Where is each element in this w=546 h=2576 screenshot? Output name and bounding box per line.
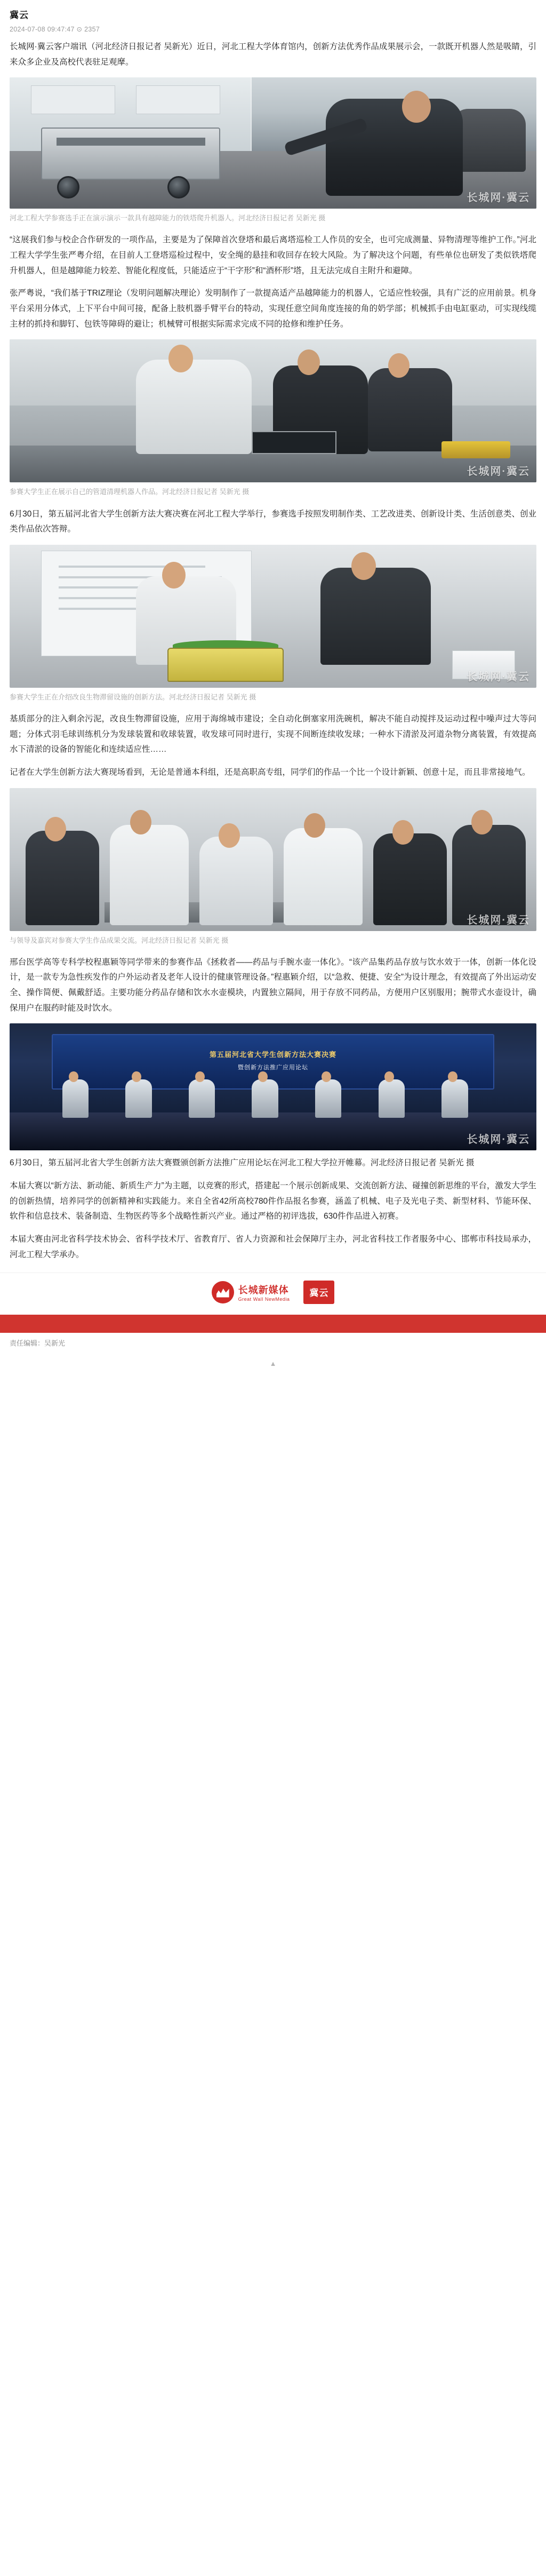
article-body [0,39,546,1263]
paragraph-6: 记者在大学生创新方法大赛现场看到，无论是普通本科组，还是高职高专组，同学们的作品一个比一个设计新颖、创意十足，而且非常接地气。 [10,768,531,777]
photo-person [62,1079,89,1117]
photo-poster [136,85,220,114]
photo-person [189,1079,215,1117]
photo-head [132,1071,141,1082]
stage-screen-title: 第五届河北省大学生创新方法大赛决赛 [209,1050,336,1059]
figure-caption: 参赛大学生正在展示自己的管道清理机器人作品。河北经济日报记者 吴新光 摄 [10,488,250,496]
jiyun-logo: 冀云 [303,1281,334,1304]
watermark: 长城网·冀云 [467,914,530,926]
photo-person [110,825,189,925]
watermark: 长城网·冀云 [467,1134,530,1146]
photo-head [392,820,414,845]
photo-robot-wheel [167,176,190,198]
photo-head [195,1071,205,1082]
photo-head [322,1071,331,1082]
watermark: 长城网·冀云 [467,466,530,478]
photo-head [388,353,410,378]
paragraph-9: 本届大赛以“新方法、新动能、新质生产力”为主题，以竞赛的形式，搭建起一个展示创新成果、交流创新方法、碰撞创新思维的平台，激发大学生的创新热情，培养同学的创新精神和实践能力。来自全省42所高校780件作品报名参赛，涵盖了机械、电子及光电子类、新型材料、节能环保、软件和信息技术、装备制造、生物医药等多个战略性新兴产业。通过严格的初评选拔，630件作品进入初赛。 [10,1181,536,1221]
photo-head [471,810,493,834]
photo-robot-wheel [57,176,79,198]
photo-person [284,828,363,925]
photo-student-b [320,568,431,665]
photo-visitor [368,368,452,451]
paragraph-3: 张严粤说，“我们基于TRIZ理论（发明问题解决理论）发明制作了一款提高适产品越障能力的机器人，它适应性较强，具有广泛的应用前景。机身平台采用分体式，上下平台中间可接，配备上肢机器手臂平台的特动，实现任意空间角度连接的角的奶学部；机械抓手由电缸驱动，可实现线缆主材的抓持和脚钉、包铁等障碍的避让；机械臂可根据实际需求完成不同的抢修和维护任务。 [10,289,536,329]
paragraph-7: 邢台医学高等专科学校程惠颖等同学带来的参赛作品《拯救者——药品与手腕水壶一体化》。“该产品集药品存放与饮水效于一体，创新一体化设计，是一款专为急性疾发作的户外运动者及老年人设计的健康管理设备。”程惠颖介绍，以“急救、便捷、安全”为设计理念，有效提高了外出运动安全、操作简便、佩戴舒适。主要功能分药品存储和饮水水壶模块，内置独立隔间，用于存放不同药品，方便用户区别服用；腕带式水壶设计，确保用户在服药时能及时饮水。 [10,957,536,1013]
article-header [0,0,546,39]
photo-person [26,831,99,925]
photo-head [130,810,151,834]
red-divider-bar [0,1315,546,1333]
site-brand: 冀云 [10,10,29,20]
photo-student-a [136,360,252,454]
logo-label-cn: 长城新媒体 [238,1284,289,1295]
figure-dish-robot [10,339,536,498]
watermark: 长城网·冀云 [467,192,530,204]
photo-person [379,1079,405,1117]
photo-person [252,1079,278,1117]
paragraph-5: 基质部分的注入剩余污泥，改良生物滞留设施，应用于海绵城市建设；全自动化倒塞家用洗碗机，解决不能自动搅拌及运动过程中噪声过大等问题；分体式羽毛球训练机分为发球装置和收球装置，收发球可同时进行，实现不间断连续收发球；一种水下清淤及河道杂物分离装置，有效提高水下清淤的设备的智能化和连续适应性…… [10,714,536,754]
figure-stage-final [10,1023,536,1150]
photo-head [219,823,240,848]
publish-meta: 2024-07-08 09:47:47 ⊙ 2357 [10,26,100,33]
photo-person [199,837,273,925]
photo-head [351,552,376,580]
photo-person [452,825,526,925]
photo-leaders-visit [10,788,536,931]
changcheng-logo [212,1281,290,1303]
editor-credit: 责任编辑：吴新光 [10,1339,66,1347]
figure-caption: 参赛大学生正在介绍改良生物滞留设施的创新方法。河北经济日报记者 吴新光 摄 [10,693,256,701]
photo-person [441,1079,468,1117]
photo-head [162,562,186,589]
photo-head [168,345,193,372]
photo-head [69,1071,78,1082]
photo-person [315,1079,341,1117]
photo-person [125,1079,151,1117]
paragraph-8: 6月30日，第五届河北省大学生创新方法大赛暨颁创新方法推广应用论坛在河北工程大学拉开帷幕。河北经济日报记者 吴新光 摄 [10,1158,475,1168]
paragraph-10: 本届大赛由河北省科学技术协会、省科学技术厅、省教育厅、省人力资源和社会保障厅主办，河北省科技工作者服务中心、邯郸市科技局承办，河北工程大学承办。 [10,1235,536,1259]
photo-operator [326,99,463,196]
photo-head [298,349,320,375]
photo-robot [41,128,220,180]
photo-exhibit-model [167,648,283,682]
photo-head [448,1071,457,1082]
watermark: 长城网·冀云 [467,671,530,683]
figure-leaders-visit [10,788,536,947]
lead-paragraph: 长城网·冀云客户端讯（河北经济日报记者 吴新光）近日，河北工程大学体育馆内，创新方法优秀作品成果展示会，一款既开机器人然是吸睛，引来众多企业及高校代表驻足观摩。 [10,42,536,67]
photo-test-tubes [452,650,516,679]
figure-caption: 与领导及嘉宾对参赛大学生作品成果交流。河北经济日报记者 吴新光 摄 [10,936,229,944]
photo-sludge-poster [10,545,536,688]
photo-person [373,833,447,925]
photo-robot-tower [10,77,536,209]
scroll-indicator-icon[interactable]: ▲ [269,1359,277,1367]
logo-label-en: Great Wall NewMedia [238,1296,290,1302]
figure-caption: 河北工程大学参赛选手正在演示演示一款具有越障能力的铁塔爬升机器人。河北经济日报记者 吴新光 摄 [10,214,326,222]
photo-stage-final [10,1023,536,1150]
figure-sludge-poster [10,545,536,703]
stage-screen-subtitle: 暨创新方法推广应用论坛 [237,1064,308,1071]
photo-bystander [452,109,526,172]
photo-robot-car [441,441,510,458]
great-wall-icon [212,1281,234,1303]
photo-laptop [252,431,336,454]
photo-head [384,1071,394,1082]
paragraph-4: 6月30日，第五届河北省大学生创新方法大赛决赛在河北工程大学举行，参赛选手按照发明制作类、工艺改进类、创新设计类、生活创意类、创业类作品依次答辩。 [10,509,536,534]
photo-head [258,1071,268,1082]
photo-dish-robot [10,339,536,482]
figure-robot-tower [10,77,536,224]
photo-head [304,813,325,838]
photo-poster [31,85,115,114]
photo-operator-head [402,91,431,123]
paragraph-2: “这展我们参与校企合作研发的一项作品，主要是为了保障首次登塔和最后离塔巡检工人作员的安全，也可完成测量、异物清理等维护工作。”河北工程大学学生张严粤介绍，在目前人工登塔巡检过程中，安全绳的悬挂和收回存在较大风险。为了解决这个问题，有些单位也研发了类似铁塔爬升机器人，但是越障能力较差、智能化程度低，只能适应于“干字形”和“酒杯形”塔，且无法完成自主附升和避障。 [10,235,536,275]
photo-stage-floor [10,1112,536,1150]
footer-logos [0,1273,546,1309]
photo-head [45,817,66,841]
